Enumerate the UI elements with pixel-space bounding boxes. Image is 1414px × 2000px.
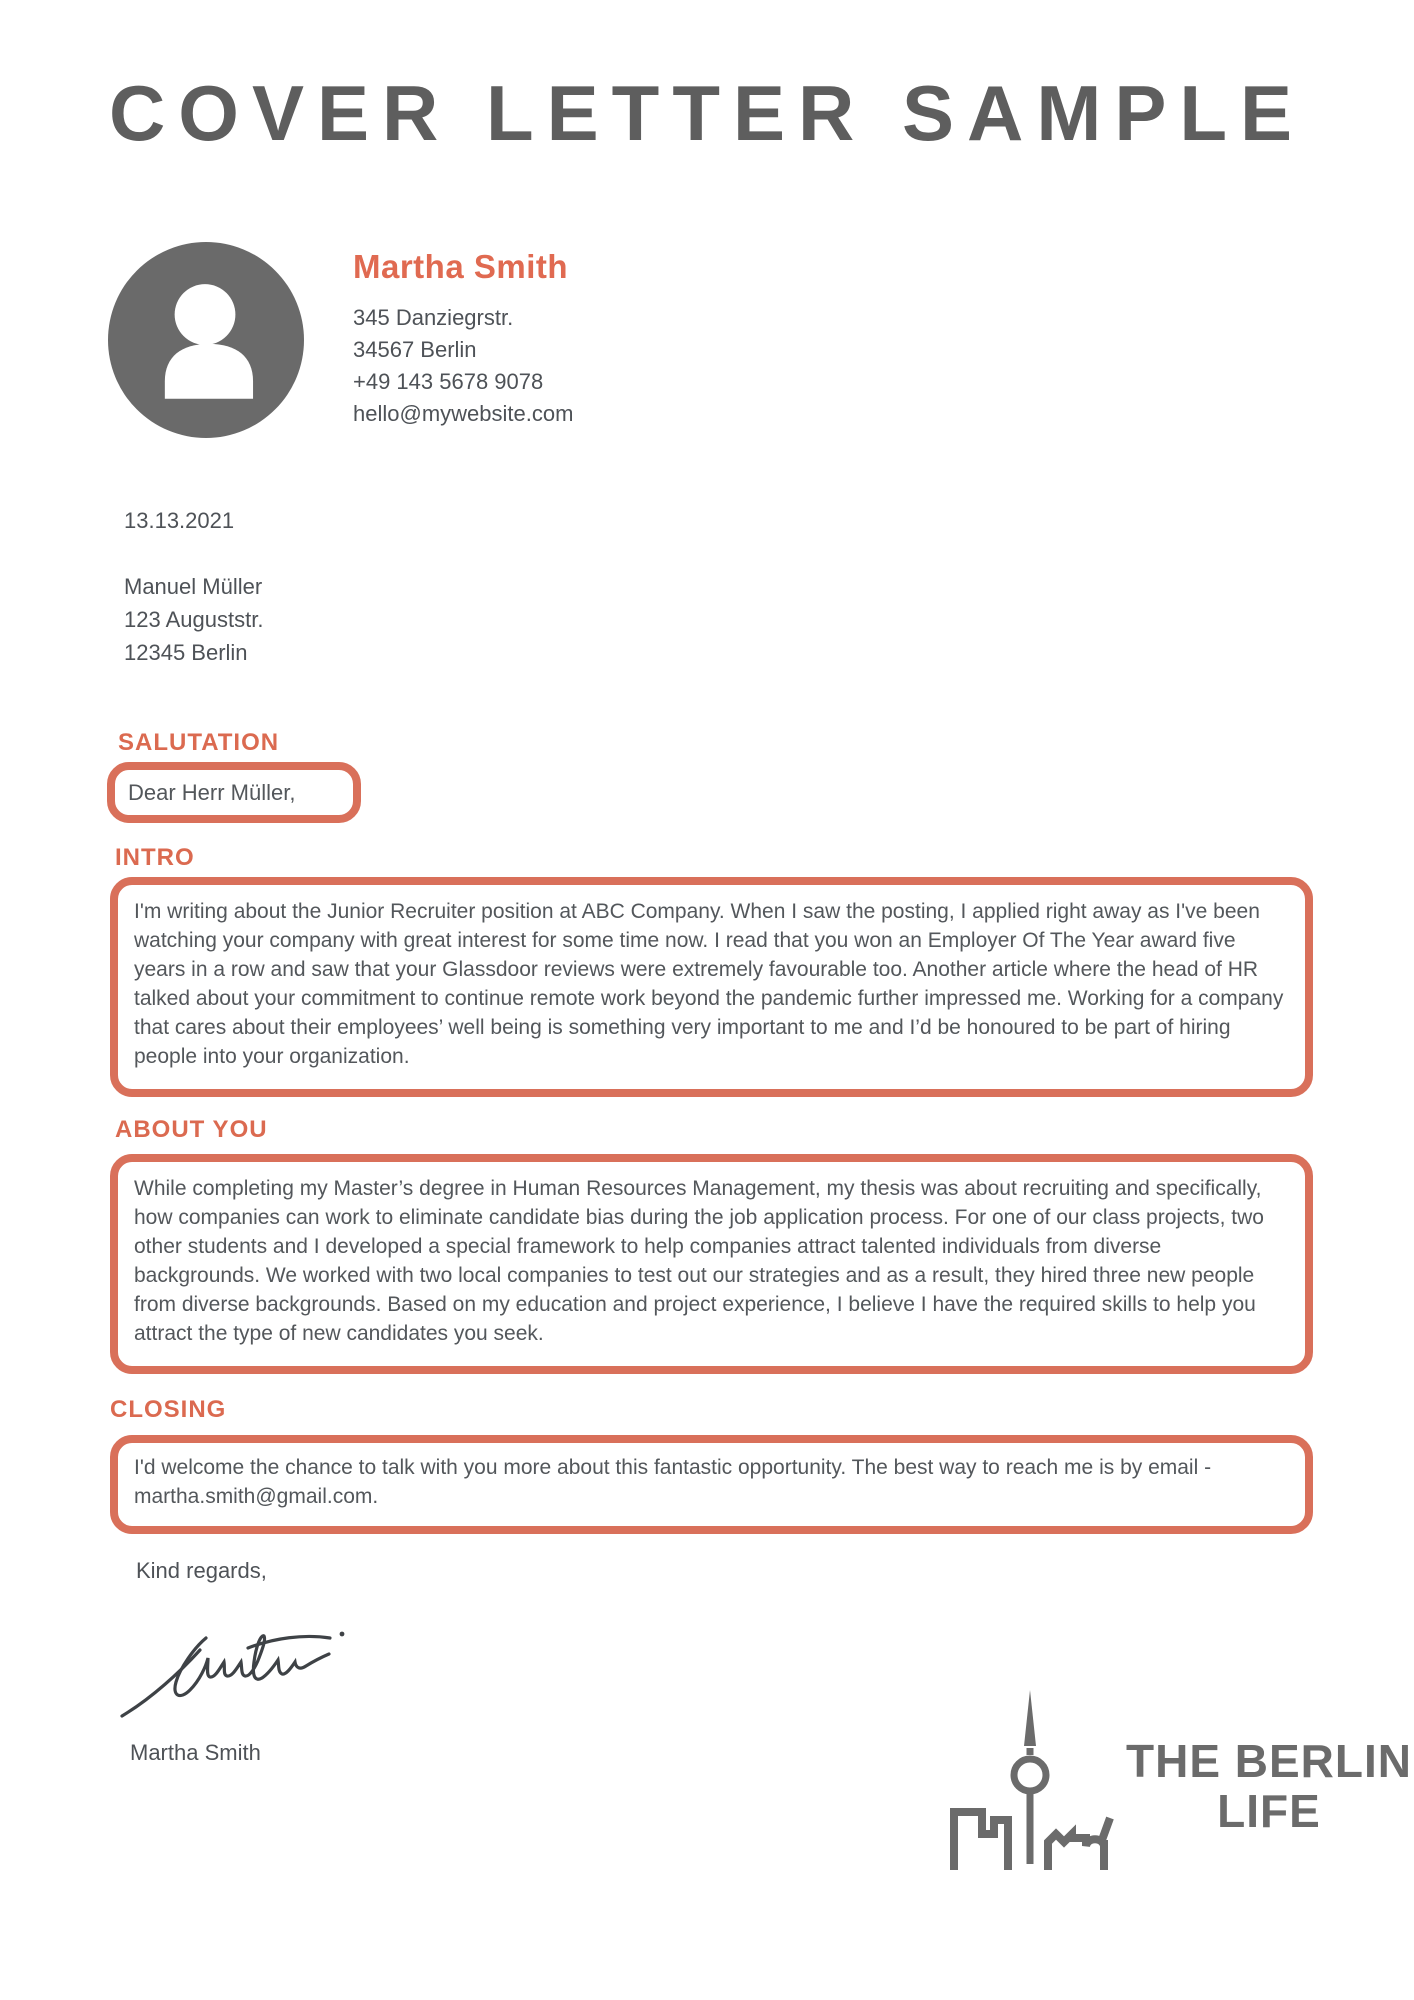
user-icon [108,242,304,438]
signed-name: Martha Smith [130,1740,261,1765]
intro-label: INTRO [115,844,195,871]
brand-logo-line1: THE BERLIN [1126,1735,1412,1787]
letter-date: 13.13.2021 [124,508,235,533]
page-title: COVER LETTER SAMPLE [108,69,1306,157]
recipient-address-line1: 123 Auguststr. [124,607,264,632]
closing-box: I'd welcome the chance to talk with you more about this fantastic opportunity. The best way to reach me is by email - martha.smith@gmail.com. [110,1435,1313,1534]
recipient-block [124,570,263,669]
signature [118,1620,358,1725]
about-you-box: While completing my Master’s degree in Human Resources Management, my thesis was about recruiting and specifically, how companies can work to eliminate candidate bias during the job application process. For one of our class projects, two other students and I developed a special framework to help companies attract talented individuals from diverse backgrounds. We worked with two local companies to test out our strategies and as a result, they hired three new people from diverse backgrounds. Based on my education and project experience, I believe I have the required skills to help you attract the type of new candidates you seek. [110,1154,1313,1374]
recipient-name: Manuel Müller [124,574,263,599]
closing-label: CLOSING [110,1396,227,1423]
sender-phone: +49 143 5678 9078 [353,369,544,394]
sender-email: hello@mywebsite.com [353,401,574,426]
recipient-address-line2: 12345 Berlin [124,640,248,665]
intro-box: I'm writing about the Junior Recruiter position at ABC Company. When I saw the posting, I applied right away as I've been watching your company with great interest for some time now. I read that you won an Employer Of The Year award five years in a row and saw that your Glassdoor reviews were extremely favourable too. Another article where the head of HR talked about your commitment to continue remote work beyond the pandemic further impressed me. Working for a company that cares about their employees’ well being is something very important to me and I’d be honoured to be part of hiring people into your organization. [110,877,1313,1097]
brand-logo-line2: LIFE [1217,1785,1321,1837]
brand-logo-text [1126,1736,1412,1836]
salutation-box: Dear Herr Müller, [107,762,361,823]
signature-icon [118,1620,358,1720]
kind-regards-text: Kind regards, [136,1558,267,1583]
about-you-label: ABOUT YOU [115,1116,268,1143]
brand-logo [946,1688,1412,1870]
avatar [108,242,304,438]
berlin-tv-tower-icon [946,1688,1114,1870]
sender-address-line1: 345 Danziegrstr. [353,305,514,330]
sender-block [353,248,573,430]
sender-address-line2: 34567 Berlin [353,337,477,362]
salutation-label: SALUTATION [118,729,280,756]
sender-name: Martha Smith [353,248,569,285]
